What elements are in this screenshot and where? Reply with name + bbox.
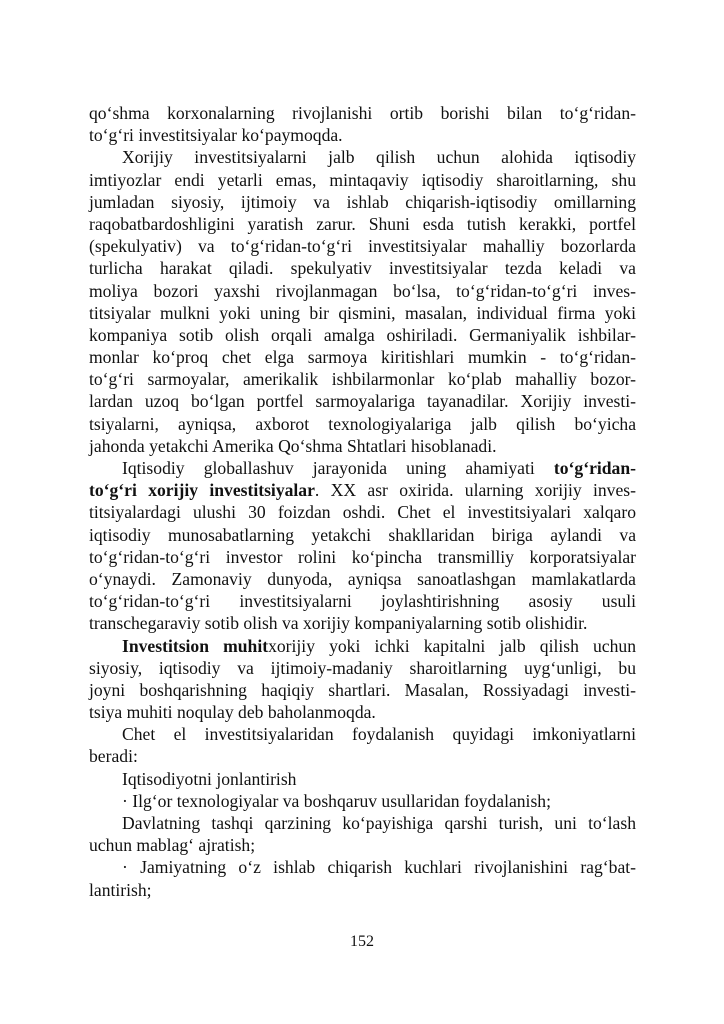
bold-term: to‘g‘ridan- <box>553 458 636 478</box>
text-line: iqtisodiy munosabatlarning yetakchi shakllaridan biriga aylandi va <box>89 524 636 545</box>
text-span: Iqtisodiy globallashuv jarayonida uning ahamiyati <box>122 458 554 478</box>
text-line: raqobatbardoshligini yaratish zarur. Shuni esda tutish kerakki, portfel <box>89 213 636 234</box>
page-body <box>89 102 636 901</box>
text-line: lantirish; <box>89 879 152 900</box>
text-line <box>89 635 636 657</box>
text-line <box>89 457 636 479</box>
text-line: uchun mablag‘ ajratish; <box>89 835 256 856</box>
text-line: Iqtisodiyotni jonlantirish <box>122 768 297 789</box>
text-line: to‘g‘ridan-to‘g‘ri investor rolini ko‘pincha transmilliy korporatsiyalar <box>89 546 636 567</box>
text-line: imtiyozlar endi yetarli emas, mintaqaviy iqtisodiy sharoitlarning, shu <box>89 169 636 190</box>
text-line: qo‘shma korxonalarning rivojlanishi ortib borishi bilan to‘g‘ridan- <box>89 103 636 123</box>
text-line: to‘g‘ri investitsiyalar ko‘paymoqda. <box>89 125 343 146</box>
text-line: monlar ko‘proq chet elga sarmoya kiritishlari mumkin - to‘g‘ridan- <box>89 347 636 368</box>
text-line <box>89 479 636 501</box>
text-line: joyni boshqarishning haqiqiy shartlari. Masalan, Rossiyadagi investi- <box>89 679 636 700</box>
text-line: siyosiy, iqtisodiy va ijtimoiy-madaniy sharoitlarning uyg‘unligi, bu <box>89 657 636 678</box>
text-line: Xorijiy investitsiyalarni jalb qilish uchun alohida iqtisodiy <box>122 147 636 168</box>
text-line: Davlatning tashqi qarzining ko‘payishiga qarshi turish, uni to‘lash <box>122 813 636 833</box>
text-line: moliya bozori yaxshi rivojlanmagan bo‘lsa, to‘g‘ridan-to‘g‘ri inves- <box>89 280 636 301</box>
text-line: · Jamiyatning o‘z ishlab chiqarish kuchlari rivojlanishini rag‘bat- <box>122 857 636 878</box>
page-number: 152 <box>350 933 374 950</box>
text-line: titsiyalardagi ulushi 30 foizdan oshdi. Chet el investitsiyalari xalqaro <box>89 502 636 523</box>
bold-term: Investitsion muhit <box>122 635 269 656</box>
text-line: to‘g‘ri sarmoyalar, amerikalik ishbilarmonlar ko‘plab mahalliy bozor- <box>89 369 636 390</box>
text-line: kompaniya sotib olish orqali amalga oshiriladi. Germaniyalik ishbilar- <box>89 324 636 345</box>
text-line: (spekulyativ) va to‘g‘ridan-to‘g‘ri investitsiyalar mahalliy bozorlarda <box>89 236 636 257</box>
text-line: · Ilg‘or texnologiyalar va boshqaruv usullaridan foydalanish; <box>122 790 551 811</box>
text-line: titsiyalar mulkni yoki uning bir qismini, masalan, individual firma yoki <box>89 302 636 323</box>
text-line: jahonda yetakchi Amerika Qo‘shma Shtatlari hisoblanadi. <box>89 435 497 456</box>
text-line: to‘g‘ridan-to‘g‘ri investitsiyalarni joylashtirishning asosiy usuli <box>89 591 636 612</box>
text-line: turlicha harakat qiladi. spekulyativ investitsiyalar tezda keladi va <box>89 258 636 279</box>
text-line: tsiya muhiti noqulay deb baholanmoqda. <box>89 702 376 723</box>
text-line: beradi: <box>89 746 138 767</box>
text-line: jumladan siyosiy, ijtimoiy va ishlab chiqarish-iqtisodiy omillarning <box>89 191 636 212</box>
text-line: o‘ynaydi. Zamonaviy dunyoda, ayniqsa sanoatlashgan mamlakatlarda <box>89 568 636 589</box>
bold-term: to‘g‘ri xorijiy investitsiyalar <box>89 480 315 501</box>
text-line: tsiyalarni, ayniqsa, axborot texnologiyalariga jalb qilish bo‘yicha <box>89 413 636 434</box>
text-span: . XX asr oxirida. ularning xorijiy inves- <box>314 480 636 501</box>
text-line: transchegaraviy sotib olish va xorijiy kompaniyalarning sotib olishidir. <box>89 613 588 634</box>
text-line: Chet el investitsiyalaridan foydalanish quyidagi imkoniyatlarni <box>122 724 636 745</box>
text-line: lardan uzoq bo‘lgan portfel sarmoyalariga tayanadilar. Xorijiy investi- <box>89 391 636 412</box>
text-span: xorijiy yoki ichki kapitalni jalb qilish uchun <box>268 635 636 656</box>
